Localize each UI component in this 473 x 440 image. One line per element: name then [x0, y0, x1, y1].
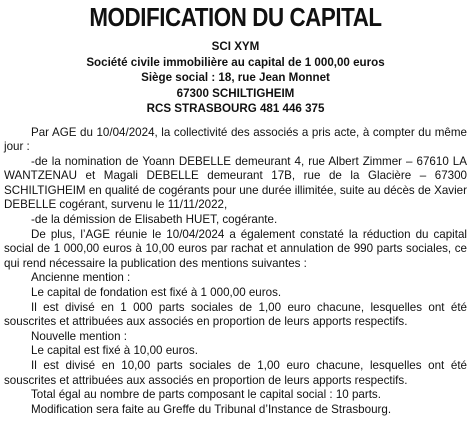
company-name: SCI XYM	[211, 40, 260, 53]
paragraph-resignation: -de la démission de Elisabeth HUET, cogérante.	[31, 213, 278, 227]
company-type: Société civile immobilière au capital de 1 000,00 euros	[86, 55, 385, 69]
new-mention-label: Nouvelle mention :	[31, 329, 128, 343]
old-capital: Le capital de fondation est fixé à 1 000,00 euros.	[31, 286, 282, 300]
company-rcs: RCS STRASBOURG 481 446 375	[146, 102, 325, 115]
notice-title: MODIFICATION DU CAPITAL	[89, 2, 382, 32]
company-header	[4, 39, 467, 117]
paragraph-capital-reduction: De plus, l’AGE réunie le 10/04/2024 a également constaté la réduction du capital social de 1 000,00 euros à 10,00 euros par rachat et annulation de 990 parts sociales, ce qui rend nécessaire la publication des mentions suivantes :	[4, 227, 467, 270]
new-capital: Le capital est fixé à 10,00 euros.	[31, 344, 198, 358]
notice-body	[4, 126, 467, 418]
company-city: 67300 SCHILTIGHEIM	[176, 86, 295, 100]
total-shares: Total égal au nombre de parts composant le capital social : 10 parts.	[31, 388, 381, 402]
new-shares: Il est divisé en 10,00 parts sociales de 1,00 euro chacune, lesquelles ont été souscrites et attribuées aux associés en proportion de leurs apports respectifs.	[4, 359, 467, 387]
registered-office: Siège social : 18, rue Jean Monnet	[141, 71, 330, 84]
paragraph-nomination: -de la nomination de Yoann DEBELLE demeurant 4, rue Albert Zimmer – 67610 LA WANTZENAU et Magali DEBELLE demeurant 17B, rue de la Glacière – 67300 SCHILTIGHEIM en qualité de cogérants pour une durée illimitée, suite au décès de Xavier DEBELLE cogérant, survenu le 11/11/2022,	[4, 154, 467, 212]
old-shares: Il est divisé en 1 000 parts sociales de 1,00 euro chacune, lesquelles ont été souscrites et attribuées aux associés en proportion de leurs apports respectifs.	[4, 300, 467, 329]
old-mention-label: Ancienne mention :	[31, 271, 131, 285]
registry-note: Modification sera faite au Greffe du Tribunal d’Instance de Strasbourg.	[31, 402, 392, 416]
paragraph-intro: Par AGE du 10/04/2024, la collectivité des associés a pris acte, à compter du même jour :	[4, 125, 467, 154]
